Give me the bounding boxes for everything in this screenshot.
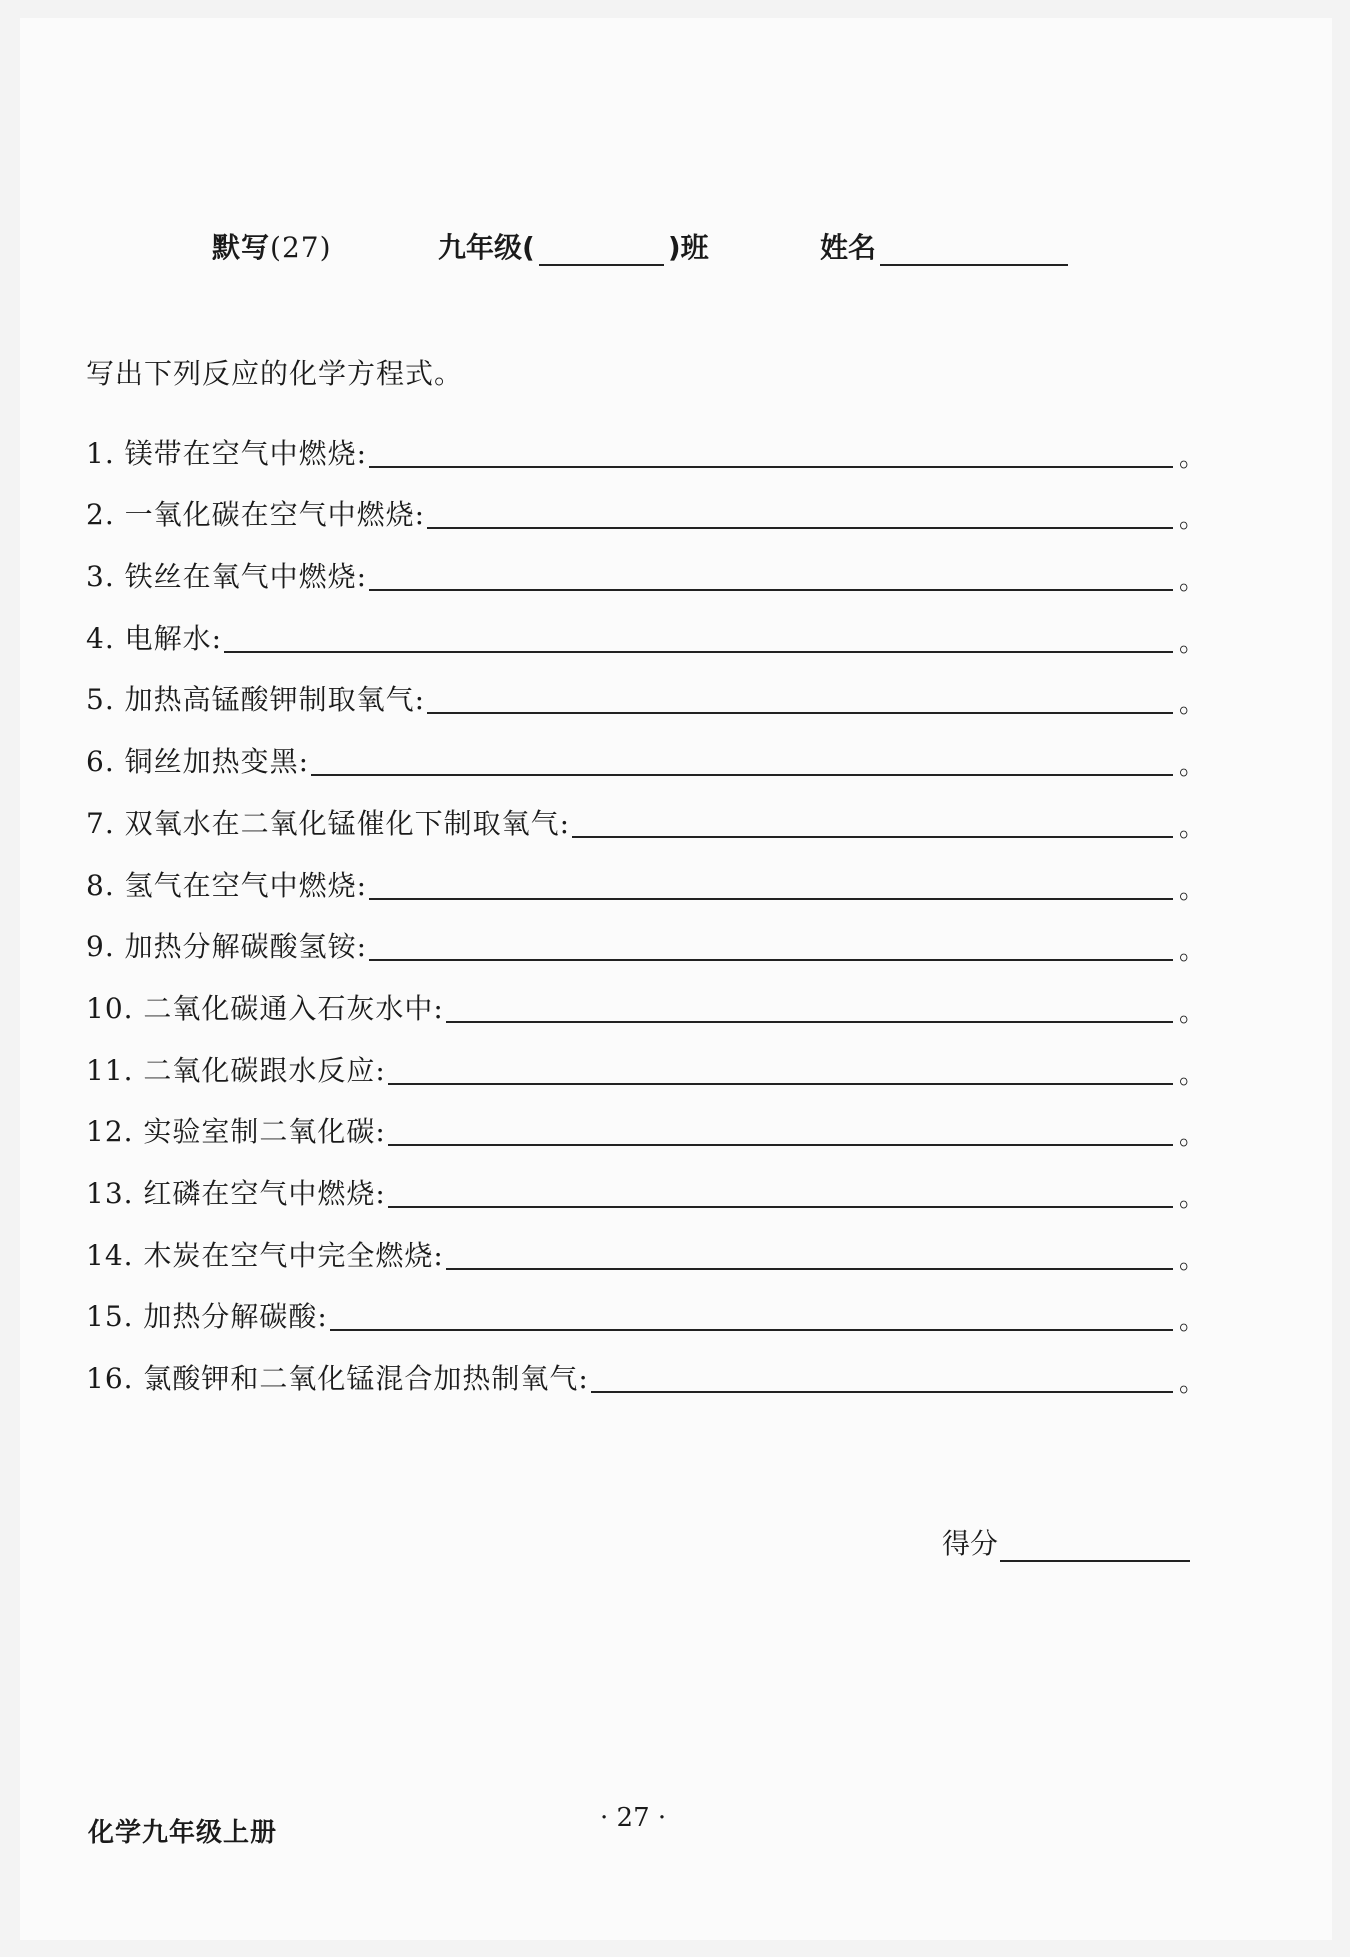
question-label: 16. 氯酸钾和二氧化锰混合加热制氧气: [86, 1362, 589, 1395]
question-end-mark: 。 [1178, 812, 1206, 843]
question-end-mark: 。 [1178, 504, 1206, 535]
question-end-mark: 。 [1178, 1368, 1206, 1398]
question-end-mark: 。 [1178, 1244, 1206, 1275]
question-end-mark: 。 [1178, 689, 1206, 720]
class-field [438, 226, 709, 266]
instructions: 写出下列反应的化学方程式。 [86, 357, 464, 390]
answer-blank[interactable] [572, 796, 1173, 838]
question-end-mark: 。 [1178, 874, 1206, 905]
answer-blank[interactable] [330, 1289, 1173, 1331]
question-item [86, 1154, 1206, 1216]
answer-blank[interactable] [224, 611, 1173, 653]
question-end-mark: 。 [1178, 1121, 1206, 1152]
question-item [86, 1278, 1206, 1340]
question-label: 10. 二氧化碳通入石灰水中: [86, 991, 444, 1025]
question-item [86, 1093, 1206, 1155]
question-item [86, 537, 1206, 599]
question-label: 12. 实验室制二氧化碳: [86, 1115, 386, 1149]
question-item [86, 969, 1206, 1031]
worksheet-title [212, 226, 332, 266]
question-label: 4. 电解水: [86, 621, 223, 655]
question-label: 3. 铁丝在氧气中燃烧: [86, 560, 368, 594]
question-item [86, 1216, 1206, 1278]
answer-blank[interactable] [388, 1043, 1173, 1085]
answer-blank[interactable] [427, 672, 1173, 714]
question-label: 15. 加热分解碳酸: [86, 1300, 328, 1334]
question-list [86, 414, 1206, 1401]
answer-blank[interactable] [446, 981, 1173, 1023]
answer-blank[interactable] [311, 734, 1173, 776]
title-number: (27) [270, 231, 332, 264]
answer-blank[interactable] [591, 1351, 1173, 1393]
question-end-mark: 。 [1178, 442, 1206, 473]
question-end-mark: 。 [1178, 997, 1206, 1028]
score-label: 得分 [942, 1527, 999, 1560]
score-field [942, 1522, 1190, 1562]
book-title: 化学九年级上册 [88, 1818, 278, 1848]
answer-blank[interactable] [369, 858, 1173, 900]
answer-blank[interactable] [388, 1166, 1173, 1208]
question-label: 8. 氢气在空气中燃烧: [86, 868, 368, 902]
question-item [86, 599, 1206, 661]
class-prefix: 九年级( [438, 231, 535, 264]
answer-blank[interactable] [369, 919, 1173, 961]
question-item [86, 1339, 1206, 1401]
name-label: 姓名 [820, 231, 877, 264]
answer-blank[interactable] [388, 1104, 1173, 1146]
class-blank[interactable] [539, 230, 664, 266]
question-label: 2. 一氧化碳在空气中燃烧: [86, 498, 426, 532]
question-end-mark: 。 [1178, 627, 1206, 658]
question-label: 7. 双氧水在二氧化锰催化下制取氧气: [86, 806, 571, 840]
question-end-mark: 。 [1178, 1059, 1206, 1090]
question-label: 5. 加热高锰酸钾制取氧气: [86, 683, 426, 717]
answer-blank[interactable] [446, 1228, 1173, 1270]
question-item [86, 661, 1206, 723]
question-item [86, 476, 1206, 538]
question-end-mark: 。 [1178, 936, 1206, 967]
answer-blank[interactable] [427, 487, 1173, 529]
name-blank[interactable] [880, 230, 1068, 266]
question-end-mark: 。 [1178, 1306, 1206, 1337]
worksheet-header [0, 226, 1350, 266]
title-text: 默写 [212, 231, 271, 264]
question-label: 11. 二氧化碳跟水反应: [86, 1053, 386, 1087]
class-suffix: )班 [667, 231, 709, 264]
question-label: 9. 加热分解碳酸氢铵: [86, 930, 368, 964]
question-item [86, 414, 1206, 476]
question-label: 6. 铜丝加热变黑: [86, 745, 310, 779]
score-blank[interactable] [1000, 1526, 1190, 1562]
name-field [820, 226, 1068, 266]
question-label: 13. 红磷在空气中燃烧: [86, 1176, 386, 1210]
question-item [86, 846, 1206, 908]
question-item [86, 1031, 1206, 1093]
question-end-mark: 。 [1178, 1182, 1206, 1213]
question-item [86, 784, 1206, 846]
question-label: 14. 木炭在空气中完全燃烧: [86, 1238, 444, 1272]
question-end-mark: 。 [1178, 751, 1206, 782]
question-item [86, 722, 1206, 784]
question-label: 1. 镁带在空气中燃烧: [86, 436, 368, 470]
answer-blank[interactable] [369, 549, 1173, 591]
page-number: · 27 · [600, 1803, 667, 1833]
question-end-mark: 。 [1178, 566, 1206, 597]
question-item [86, 908, 1206, 970]
answer-blank[interactable] [369, 426, 1173, 468]
